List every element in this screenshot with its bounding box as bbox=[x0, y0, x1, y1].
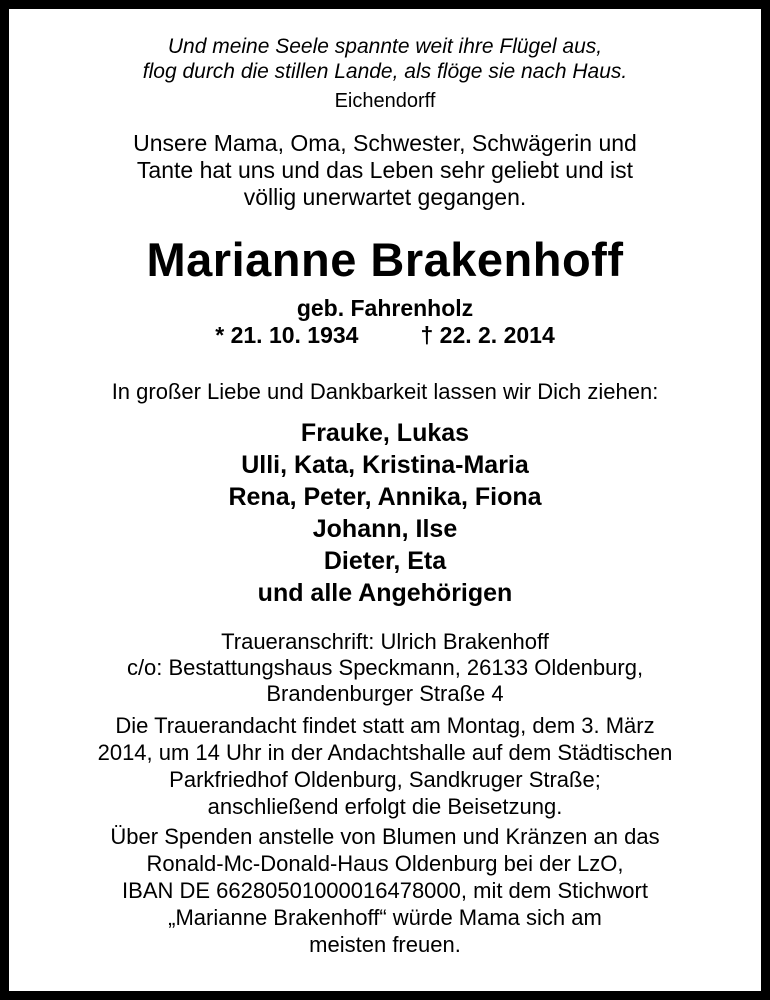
birth-date: * 21. 10. 1934 bbox=[215, 322, 359, 348]
service-line: Die Trauerandacht findet statt am Montag, dem 3. März bbox=[115, 713, 655, 738]
quote-author: Eichendorff bbox=[334, 90, 436, 112]
death-date: † 22. 2. 2014 bbox=[420, 322, 555, 348]
mourners-list bbox=[9, 417, 761, 609]
service-line: anschließend erfolgt die Beisetzung. bbox=[207, 794, 563, 819]
intro-line: völlig unerwartet gegangen. bbox=[243, 184, 527, 210]
donation-line: Über Spenden anstelle von Blumen und Kränzen an das bbox=[110, 824, 660, 849]
mourner-line: Johann, Ilse bbox=[312, 515, 458, 543]
life-dates bbox=[9, 322, 761, 349]
farewell-text: In großer Liebe und Dankbarkeit lassen wir Dich ziehen: bbox=[111, 379, 659, 404]
mourner-line: Dieter, Eta bbox=[323, 547, 447, 575]
mourner-line: Rena, Peter, Annika, Fiona bbox=[228, 483, 542, 511]
address-line: c/o: Bestattungshaus Speckmann, 26133 Oldenburg, bbox=[126, 655, 644, 680]
mourning-address bbox=[9, 629, 761, 707]
donation-line: IBAN DE 66280501000016478000, mit dem Stichwort bbox=[122, 878, 648, 903]
obituary-notice bbox=[9, 9, 761, 991]
mourner-line: Ulli, Kata, Kristina-Maria bbox=[241, 451, 529, 479]
mourner-line: Frauke, Lukas bbox=[300, 419, 470, 447]
donation-info bbox=[9, 823, 761, 958]
maiden-name: geb. Fahrenholz bbox=[296, 295, 474, 321]
intro-line: Unsere Mama, Oma, Schwester, Schwägerin und bbox=[133, 130, 637, 156]
quote-line: Und meine Seele spannte weit ihre Flügel aus, bbox=[167, 35, 603, 58]
address-line: Traueranschrift: Ulrich Brakenhoff bbox=[221, 629, 549, 654]
poem-quote bbox=[9, 34, 761, 84]
mourner-line: und alle Angehörigen bbox=[257, 579, 513, 607]
service-line: 2014, um 14 Uhr in der Andachtshalle auf dem Städtischen bbox=[97, 740, 673, 765]
donation-line: „Marianne Brakenhoff“ würde Mama sich am bbox=[168, 905, 602, 930]
intro-line: Tante hat uns und das Leben sehr geliebt und ist bbox=[136, 157, 634, 183]
deceased-name: Marianne Brakenhoff bbox=[146, 233, 624, 286]
intro-text bbox=[9, 130, 761, 211]
quote-line: flog durch die stillen Lande, als flöge sie nach Haus. bbox=[142, 60, 628, 83]
donation-line: meisten freuen. bbox=[309, 932, 461, 957]
service-line: Parkfriedhof Oldenburg, Sandkruger Straße; bbox=[169, 767, 601, 792]
address-line: Brandenburger Straße 4 bbox=[266, 681, 504, 706]
donation-line: Ronald-Mc-Donald-Haus Oldenburg bei der LzO, bbox=[146, 851, 624, 876]
service-info bbox=[9, 712, 761, 820]
